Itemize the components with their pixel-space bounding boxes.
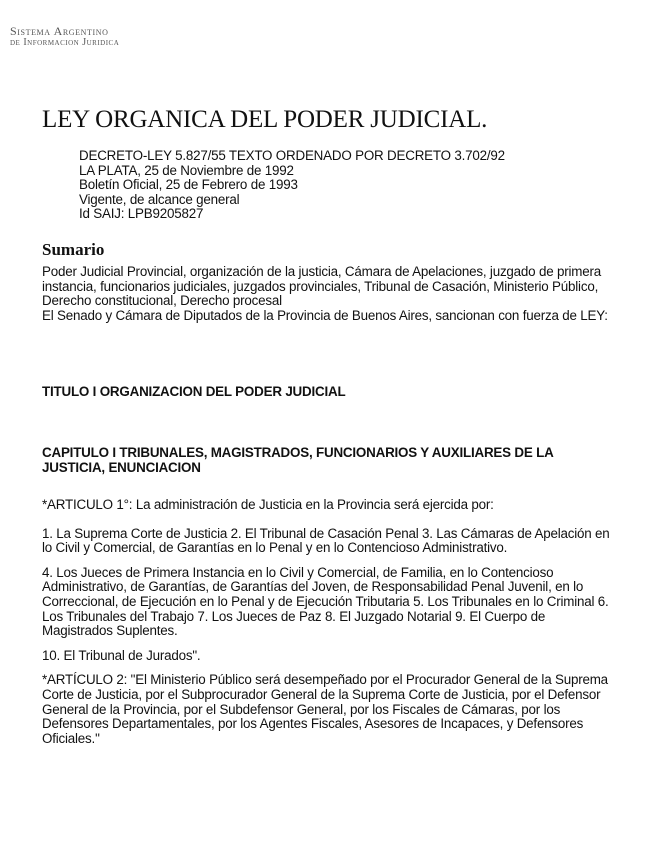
article-2: *ARTÍCULO 2: "El Ministerio Público será desempeñado por el Procurador General de la Suprema Corte de Justicia, por el Subprocurador General de la Suprema Corte de Justicia, por el Defensor General de la Provincia, por el Subdefensor General, por los Fiscales de Cámaras, por los Defensores Departamentales, por los Agentes Fiscales, Asesores de Incapaces, y Defensores Oficiales." [42, 672, 608, 746]
logo-line-2: de Informacion Juridica [10, 37, 120, 48]
titulo-heading: TITULO I ORGANIZACION DEL PODER JUDICIAL [42, 384, 346, 399]
bulletin-date: Boletín Oficial, 25 de Febrero de 1993 [79, 177, 298, 193]
capitulo-heading: CAPITULO I TRIBUNALES, MAGISTRADOS, FUNCIONARIOS Y AUXILIARES DE LA JUSTICIA, ENUNCIACION [42, 445, 554, 475]
validity-status: Vigente, de alcance general [79, 191, 240, 207]
sumario-section [42, 265, 617, 323]
document-title: LEY ORGANICA DEL PODER JUDICIAL. [42, 106, 488, 133]
enactment-clause: El Senado y Cámara de Diputados de la Provincia de Buenos Aires, sancionan con fuerza de LEY: [42, 307, 608, 323]
article-1-items-1-3: 1. La Suprema Corte de Justicia 2. El Tribunal de Casación Penal 3. Las Cámaras de Apelación en lo Civil y Comercial, de Garantías en lo Penal y en lo Contencioso Administrativo. [42, 525, 610, 556]
document-body [42, 498, 617, 756]
sumario-text: Poder Judicial Provincial, organización de la justicia, Cámara de Apelaciones, juzgado de primera instancia, funcionarios judiciales, juzgados provinciales, Tribunal de Casación, Ministerio Público, Derecho constitucional, Derecho procesal [42, 264, 601, 309]
saij-id: Id SAIJ: LPB9205827 [79, 206, 204, 222]
article-1-items-4-9: 4. Los Jueces de Primera Instancia en lo Civil y Comercial, de Familia, en lo Contencioso Administrativo, de Garantías, de Garantías del Joven, de Responsabilidad Penal Juvenil, en lo Correccional, de Ejecución en lo Penal y de Ejecución Tributaria 5. Los Tribunales en lo Criminal 6. Los Tribunales del Trabajo 7. Los Jueces de Paz 8. El Juzgado Notarial 9. El Cuerpo de Magistrados Suplentes. [42, 564, 609, 639]
article-1-intro: *ARTICULO 1°: La administración de Justicia en la Provincia será ejercida por: [42, 497, 494, 512]
logo-line-1: Sistema Argentino [10, 24, 109, 38]
sumario-heading: Sumario [42, 240, 105, 259]
decree-reference: DECRETO-LEY 5.827/55 TEXTO ORDENADO POR DECRETO 3.702/92 [79, 148, 505, 163]
article-1-item-10: 10. El Tribunal de Jurados". [42, 647, 201, 663]
document-metadata [79, 149, 505, 222]
place-date: LA PLATA, 25 de Noviembre de 1992 [79, 162, 294, 178]
saij-logo [10, 26, 119, 48]
